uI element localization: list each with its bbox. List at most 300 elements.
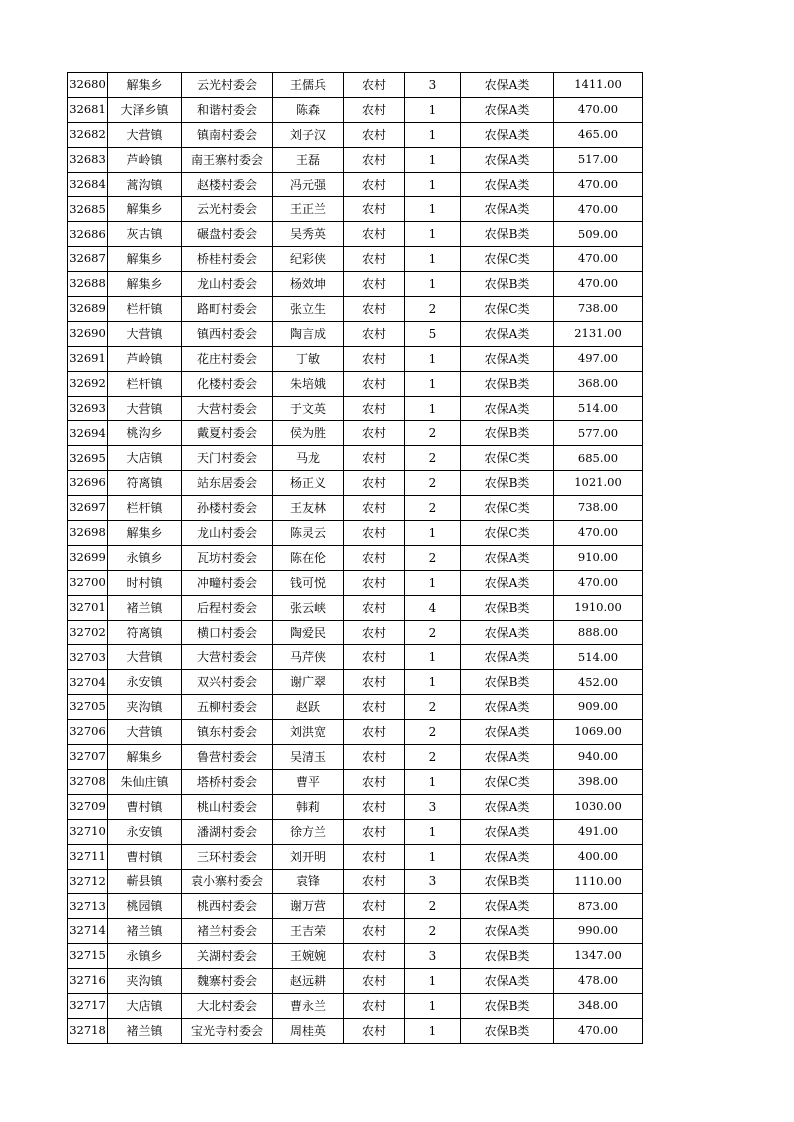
household-count-cell: 1 [405, 645, 461, 670]
amount-cell: 1021.00 [554, 471, 643, 496]
township-cell: 解集乡 [108, 745, 182, 770]
township-cell: 大营镇 [108, 122, 182, 147]
record-id-cell: 32709 [68, 794, 108, 819]
person-name-cell: 杨效坤 [273, 272, 344, 297]
village-committee-cell: 双兴村委会 [182, 670, 273, 695]
township-cell: 灰古镇 [108, 222, 182, 247]
household-count-cell: 1 [405, 147, 461, 172]
residence-type-cell: 农村 [344, 446, 405, 471]
person-name-cell: 杨正义 [273, 471, 344, 496]
person-name-cell: 纪彩侠 [273, 247, 344, 272]
household-count-cell: 2 [405, 695, 461, 720]
household-count-cell: 1 [405, 396, 461, 421]
residence-type-cell: 农村 [344, 595, 405, 620]
township-cell: 大营镇 [108, 321, 182, 346]
insurance-category-cell: 农保A类 [461, 794, 554, 819]
insurance-category-cell: 农保A类 [461, 745, 554, 770]
household-count-cell: 4 [405, 595, 461, 620]
record-id-cell: 32685 [68, 197, 108, 222]
record-id-cell: 32694 [68, 421, 108, 446]
residence-type-cell: 农村 [344, 993, 405, 1018]
amount-cell: 940.00 [554, 745, 643, 770]
household-count-cell: 1 [405, 272, 461, 297]
insurance-category-cell: 农保B类 [461, 670, 554, 695]
amount-cell: 368.00 [554, 371, 643, 396]
amount-cell: 910.00 [554, 545, 643, 570]
village-committee-cell: 塔桥村委会 [182, 769, 273, 794]
residence-type-cell: 农村 [344, 670, 405, 695]
table-row [68, 894, 643, 919]
village-committee-cell: 龙山村委会 [182, 272, 273, 297]
table-row [68, 869, 643, 894]
township-cell: 褚兰镇 [108, 1018, 182, 1043]
record-id-cell: 32715 [68, 944, 108, 969]
village-committee-cell: 大营村委会 [182, 396, 273, 421]
residence-type-cell: 农村 [344, 321, 405, 346]
township-cell: 蕲县镇 [108, 869, 182, 894]
village-committee-cell: 褚兰村委会 [182, 919, 273, 944]
insurance-category-cell: 农保C类 [461, 247, 554, 272]
residence-type-cell: 农村 [344, 545, 405, 570]
amount-cell: 470.00 [554, 570, 643, 595]
village-committee-cell: 桥桂村委会 [182, 247, 273, 272]
insurance-category-cell: 农保B类 [461, 944, 554, 969]
village-committee-cell: 桃西村委会 [182, 894, 273, 919]
record-id-cell: 32703 [68, 645, 108, 670]
table-row [68, 371, 643, 396]
insurance-category-cell: 农保C类 [461, 521, 554, 546]
residence-type-cell: 农村 [344, 272, 405, 297]
village-committee-cell: 镇南村委会 [182, 122, 273, 147]
village-committee-cell: 宝光寺村委会 [182, 1018, 273, 1043]
village-committee-cell: 横口村委会 [182, 620, 273, 645]
residence-type-cell: 农村 [344, 745, 405, 770]
record-id-cell: 32691 [68, 346, 108, 371]
person-name-cell: 张云峡 [273, 595, 344, 620]
person-name-cell: 吴秀英 [273, 222, 344, 247]
household-count-cell: 1 [405, 247, 461, 272]
township-cell: 曹村镇 [108, 794, 182, 819]
table-row [68, 720, 643, 745]
person-name-cell: 陈灵云 [273, 521, 344, 546]
records-table [67, 72, 643, 1044]
residence-type-cell: 农村 [344, 720, 405, 745]
record-id-cell: 32698 [68, 521, 108, 546]
table-row [68, 1018, 643, 1043]
residence-type-cell: 农村 [344, 969, 405, 994]
record-id-cell: 32702 [68, 620, 108, 645]
record-id-cell: 32704 [68, 670, 108, 695]
table-row [68, 745, 643, 770]
household-count-cell: 1 [405, 1018, 461, 1043]
township-cell: 解集乡 [108, 247, 182, 272]
person-name-cell: 王吉荣 [273, 919, 344, 944]
residence-type-cell: 农村 [344, 819, 405, 844]
table-row [68, 247, 643, 272]
person-name-cell: 钱可悦 [273, 570, 344, 595]
village-committee-cell: 三环村委会 [182, 844, 273, 869]
table-row [68, 97, 643, 122]
insurance-category-cell: 农保A类 [461, 919, 554, 944]
household-count-cell: 2 [405, 471, 461, 496]
village-committee-cell: 碾盘村委会 [182, 222, 273, 247]
household-count-cell: 2 [405, 720, 461, 745]
village-committee-cell: 云光村委会 [182, 73, 273, 98]
township-cell: 符离镇 [108, 620, 182, 645]
township-cell: 褚兰镇 [108, 919, 182, 944]
table-row [68, 521, 643, 546]
record-id-cell: 32693 [68, 396, 108, 421]
amount-cell: 738.00 [554, 297, 643, 322]
table-row [68, 197, 643, 222]
amount-cell: 1910.00 [554, 595, 643, 620]
township-cell: 永镇乡 [108, 944, 182, 969]
household-count-cell: 2 [405, 894, 461, 919]
insurance-category-cell: 农保A类 [461, 645, 554, 670]
residence-type-cell: 农村 [344, 521, 405, 546]
record-id-cell: 32706 [68, 720, 108, 745]
village-committee-cell: 瓦坊村委会 [182, 545, 273, 570]
table-row [68, 570, 643, 595]
record-id-cell: 32713 [68, 894, 108, 919]
residence-type-cell: 农村 [344, 919, 405, 944]
amount-cell: 2131.00 [554, 321, 643, 346]
village-committee-cell: 云光村委会 [182, 197, 273, 222]
residence-type-cell: 农村 [344, 346, 405, 371]
table-row [68, 670, 643, 695]
village-committee-cell: 孙楼村委会 [182, 496, 273, 521]
person-name-cell: 周桂英 [273, 1018, 344, 1043]
person-name-cell: 张立生 [273, 297, 344, 322]
table-row [68, 421, 643, 446]
residence-type-cell: 农村 [344, 371, 405, 396]
household-count-cell: 1 [405, 97, 461, 122]
person-name-cell: 冯元强 [273, 172, 344, 197]
residence-type-cell: 农村 [344, 97, 405, 122]
record-id-cell: 32705 [68, 695, 108, 720]
insurance-category-cell: 农保A类 [461, 844, 554, 869]
household-count-cell: 1 [405, 197, 461, 222]
amount-cell: 400.00 [554, 844, 643, 869]
insurance-category-cell: 农保A类 [461, 620, 554, 645]
amount-cell: 470.00 [554, 521, 643, 546]
township-cell: 解集乡 [108, 521, 182, 546]
amount-cell: 452.00 [554, 670, 643, 695]
person-name-cell: 赵跃 [273, 695, 344, 720]
township-cell: 芦岭镇 [108, 147, 182, 172]
person-name-cell: 刘洪宽 [273, 720, 344, 745]
township-cell: 符离镇 [108, 471, 182, 496]
residence-type-cell: 农村 [344, 844, 405, 869]
record-id-cell: 32714 [68, 919, 108, 944]
table-row [68, 944, 643, 969]
record-id-cell: 32692 [68, 371, 108, 396]
village-committee-cell: 花庄村委会 [182, 346, 273, 371]
township-cell: 时村镇 [108, 570, 182, 595]
insurance-category-cell: 农保B类 [461, 471, 554, 496]
village-committee-cell: 和谐村委会 [182, 97, 273, 122]
household-count-cell: 1 [405, 122, 461, 147]
record-id-cell: 32690 [68, 321, 108, 346]
insurance-category-cell: 农保A类 [461, 346, 554, 371]
insurance-category-cell: 农保A类 [461, 197, 554, 222]
insurance-category-cell: 农保B类 [461, 595, 554, 620]
table-row [68, 396, 643, 421]
residence-type-cell: 农村 [344, 769, 405, 794]
residence-type-cell: 农村 [344, 172, 405, 197]
household-count-cell: 1 [405, 521, 461, 546]
table-row [68, 620, 643, 645]
household-count-cell: 3 [405, 944, 461, 969]
table-row [68, 346, 643, 371]
insurance-category-cell: 农保A类 [461, 570, 554, 595]
village-committee-cell: 五柳村委会 [182, 695, 273, 720]
household-count-cell: 1 [405, 844, 461, 869]
table-row [68, 969, 643, 994]
amount-cell: 1069.00 [554, 720, 643, 745]
township-cell: 永镇乡 [108, 545, 182, 570]
table-row [68, 147, 643, 172]
household-count-cell: 1 [405, 222, 461, 247]
person-name-cell: 马龙 [273, 446, 344, 471]
person-name-cell: 陈在伦 [273, 545, 344, 570]
village-committee-cell: 大营村委会 [182, 645, 273, 670]
insurance-category-cell: 农保A类 [461, 695, 554, 720]
insurance-category-cell: 农保C类 [461, 297, 554, 322]
person-name-cell: 侯为胜 [273, 421, 344, 446]
residence-type-cell: 农村 [344, 1018, 405, 1043]
table-row [68, 794, 643, 819]
record-id-cell: 32710 [68, 819, 108, 844]
amount-cell: 685.00 [554, 446, 643, 471]
amount-cell: 470.00 [554, 97, 643, 122]
residence-type-cell: 农村 [344, 496, 405, 521]
household-count-cell: 1 [405, 346, 461, 371]
person-name-cell: 曹永兰 [273, 993, 344, 1018]
record-id-cell: 32716 [68, 969, 108, 994]
village-committee-cell: 桃山村委会 [182, 794, 273, 819]
table-row [68, 321, 643, 346]
table-row [68, 769, 643, 794]
person-name-cell: 王磊 [273, 147, 344, 172]
insurance-category-cell: 农保A类 [461, 97, 554, 122]
residence-type-cell: 农村 [344, 869, 405, 894]
person-name-cell: 谢万营 [273, 894, 344, 919]
household-count-cell: 2 [405, 745, 461, 770]
residence-type-cell: 农村 [344, 222, 405, 247]
person-name-cell: 朱培娥 [273, 371, 344, 396]
amount-cell: 348.00 [554, 993, 643, 1018]
household-count-cell: 1 [405, 371, 461, 396]
amount-cell: 909.00 [554, 695, 643, 720]
village-committee-cell: 南王寨村委会 [182, 147, 273, 172]
amount-cell: 497.00 [554, 346, 643, 371]
household-count-cell: 3 [405, 869, 461, 894]
person-name-cell: 刘子汉 [273, 122, 344, 147]
residence-type-cell: 农村 [344, 421, 405, 446]
village-committee-cell: 冲疃村委会 [182, 570, 273, 595]
household-count-cell: 2 [405, 545, 461, 570]
table-row [68, 919, 643, 944]
village-committee-cell: 后程村委会 [182, 595, 273, 620]
table-row [68, 471, 643, 496]
township-cell: 大店镇 [108, 993, 182, 1018]
household-count-cell: 1 [405, 993, 461, 1018]
record-id-cell: 32695 [68, 446, 108, 471]
record-id-cell: 32712 [68, 869, 108, 894]
records-body [68, 73, 643, 1044]
insurance-category-cell: 农保B类 [461, 993, 554, 1018]
insurance-category-cell: 农保A类 [461, 969, 554, 994]
township-cell: 永安镇 [108, 819, 182, 844]
amount-cell: 577.00 [554, 421, 643, 446]
village-committee-cell: 大北村委会 [182, 993, 273, 1018]
table-row [68, 645, 643, 670]
record-id-cell: 32711 [68, 844, 108, 869]
amount-cell: 1347.00 [554, 944, 643, 969]
township-cell: 栏杆镇 [108, 297, 182, 322]
person-name-cell: 吴清玉 [273, 745, 344, 770]
person-name-cell: 陶言成 [273, 321, 344, 346]
village-committee-cell: 袁小寨村委会 [182, 869, 273, 894]
insurance-category-cell: 农保C类 [461, 496, 554, 521]
table-row [68, 695, 643, 720]
township-cell: 芦岭镇 [108, 346, 182, 371]
village-committee-cell: 潘湖村委会 [182, 819, 273, 844]
person-name-cell: 陶爱民 [273, 620, 344, 645]
table-row [68, 819, 643, 844]
household-count-cell: 2 [405, 297, 461, 322]
amount-cell: 478.00 [554, 969, 643, 994]
table-row [68, 297, 643, 322]
record-id-cell: 32680 [68, 73, 108, 98]
insurance-category-cell: 农保A类 [461, 894, 554, 919]
person-name-cell: 赵远耕 [273, 969, 344, 994]
person-name-cell: 谢广翠 [273, 670, 344, 695]
village-committee-cell: 镇西村委会 [182, 321, 273, 346]
township-cell: 解集乡 [108, 197, 182, 222]
residence-type-cell: 农村 [344, 645, 405, 670]
township-cell: 曹村镇 [108, 844, 182, 869]
record-id-cell: 32689 [68, 297, 108, 322]
insurance-category-cell: 农保A类 [461, 321, 554, 346]
insurance-category-cell: 农保B类 [461, 869, 554, 894]
amount-cell: 1110.00 [554, 869, 643, 894]
amount-cell: 1411.00 [554, 73, 643, 98]
household-count-cell: 3 [405, 794, 461, 819]
person-name-cell: 王儒兵 [273, 73, 344, 98]
person-name-cell: 韩莉 [273, 794, 344, 819]
household-count-cell: 1 [405, 670, 461, 695]
township-cell: 桃沟乡 [108, 421, 182, 446]
record-id-cell: 32684 [68, 172, 108, 197]
residence-type-cell: 农村 [344, 147, 405, 172]
person-name-cell: 刘开明 [273, 844, 344, 869]
township-cell: 栏杆镇 [108, 371, 182, 396]
household-count-cell: 5 [405, 321, 461, 346]
township-cell: 蒿沟镇 [108, 172, 182, 197]
amount-cell: 738.00 [554, 496, 643, 521]
amount-cell: 470.00 [554, 247, 643, 272]
record-id-cell: 32696 [68, 471, 108, 496]
household-count-cell: 1 [405, 570, 461, 595]
record-id-cell: 32699 [68, 545, 108, 570]
person-name-cell: 丁敏 [273, 346, 344, 371]
residence-type-cell: 农村 [344, 197, 405, 222]
table-row [68, 496, 643, 521]
person-name-cell: 曹平 [273, 769, 344, 794]
household-count-cell: 2 [405, 620, 461, 645]
insurance-category-cell: 农保A类 [461, 73, 554, 98]
insurance-category-cell: 农保C类 [461, 769, 554, 794]
person-name-cell: 陈森 [273, 97, 344, 122]
township-cell: 朱仙庄镇 [108, 769, 182, 794]
township-cell: 栏杆镇 [108, 496, 182, 521]
insurance-category-cell: 农保A类 [461, 819, 554, 844]
residence-type-cell: 农村 [344, 894, 405, 919]
table-row [68, 595, 643, 620]
village-committee-cell: 龙山村委会 [182, 521, 273, 546]
amount-cell: 509.00 [554, 222, 643, 247]
table-row [68, 222, 643, 247]
township-cell: 夹沟镇 [108, 969, 182, 994]
record-id-cell: 32717 [68, 993, 108, 1018]
township-cell: 大店镇 [108, 446, 182, 471]
amount-cell: 470.00 [554, 272, 643, 297]
village-committee-cell: 天门村委会 [182, 446, 273, 471]
insurance-category-cell: 农保A类 [461, 545, 554, 570]
township-cell: 大泽乡镇 [108, 97, 182, 122]
amount-cell: 514.00 [554, 645, 643, 670]
township-cell: 大营镇 [108, 396, 182, 421]
village-committee-cell: 化楼村委会 [182, 371, 273, 396]
record-id-cell: 32718 [68, 1018, 108, 1043]
amount-cell: 1030.00 [554, 794, 643, 819]
township-cell: 褚兰镇 [108, 595, 182, 620]
record-id-cell: 32683 [68, 147, 108, 172]
residence-type-cell: 农村 [344, 297, 405, 322]
residence-type-cell: 农村 [344, 471, 405, 496]
village-committee-cell: 关湖村委会 [182, 944, 273, 969]
table-row [68, 993, 643, 1018]
amount-cell: 517.00 [554, 147, 643, 172]
table-row [68, 272, 643, 297]
insurance-category-cell: 农保A类 [461, 720, 554, 745]
person-name-cell: 马芹侠 [273, 645, 344, 670]
person-name-cell: 王正兰 [273, 197, 344, 222]
residence-type-cell: 农村 [344, 73, 405, 98]
residence-type-cell: 农村 [344, 794, 405, 819]
residence-type-cell: 农村 [344, 620, 405, 645]
township-cell: 大营镇 [108, 720, 182, 745]
village-committee-cell: 站东居委会 [182, 471, 273, 496]
village-committee-cell: 赵楼村委会 [182, 172, 273, 197]
amount-cell: 514.00 [554, 396, 643, 421]
table-row [68, 446, 643, 471]
household-count-cell: 1 [405, 819, 461, 844]
residence-type-cell: 农村 [344, 396, 405, 421]
township-cell: 解集乡 [108, 73, 182, 98]
amount-cell: 491.00 [554, 819, 643, 844]
household-count-cell: 2 [405, 446, 461, 471]
amount-cell: 990.00 [554, 919, 643, 944]
township-cell: 解集乡 [108, 272, 182, 297]
insurance-category-cell: 农保A类 [461, 172, 554, 197]
person-name-cell: 于文英 [273, 396, 344, 421]
record-id-cell: 32687 [68, 247, 108, 272]
township-cell: 夹沟镇 [108, 695, 182, 720]
township-cell: 永安镇 [108, 670, 182, 695]
